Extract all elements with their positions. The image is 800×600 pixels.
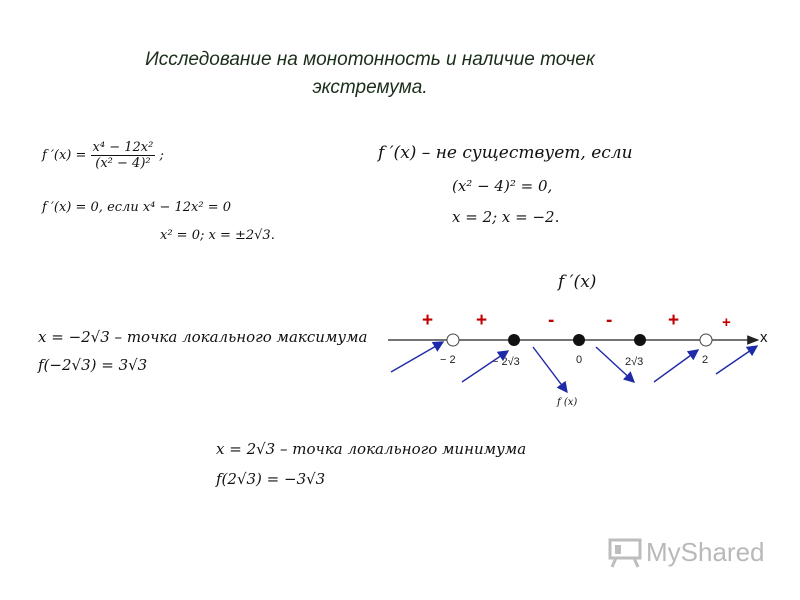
point-minus-2-open [447, 334, 459, 346]
denominator-roots: x = 2; x = −2. [452, 208, 560, 226]
derivative-end: ; [159, 148, 164, 163]
derivative-zero-roots: x² = 0; x = ±2√3. [160, 228, 275, 243]
tick-minus-2: − 2 [440, 354, 456, 366]
sign-minus-1: - [548, 310, 555, 331]
derivative-denominator: (x² − 4)² [95, 156, 151, 171]
sign-plus-4: + [722, 314, 731, 331]
derivative-numerator: x⁴ − 12x² [92, 140, 154, 155]
tick-2-sqrt3: 2√3 [625, 356, 644, 368]
point-2-open [700, 334, 712, 346]
number-line-f-label: f (x) [557, 397, 578, 408]
local-min-value: f(2√3) = −3√3 [216, 470, 326, 488]
tick-2: 2 [702, 354, 709, 366]
title-line-2: экстремума. [312, 77, 428, 98]
watermark-text: MyShared [646, 537, 765, 567]
point-zero [573, 334, 585, 346]
myshared-watermark [608, 537, 765, 568]
increase-arrow-1 [391, 342, 443, 372]
point-minus-2-sqrt3 [508, 334, 520, 346]
decrease-arrow-1 [533, 347, 567, 392]
point-2-sqrt3 [634, 334, 646, 346]
tick-minus-2-sqrt3: − 2√3 [492, 356, 520, 368]
derivative-not-exist: f ′(x) – не существует, если [378, 143, 633, 163]
sign-plus-1: + [422, 310, 434, 331]
local-max-statement: x = −2√3 – точка локального максимума [38, 328, 368, 346]
increase-arrow-2 [462, 351, 508, 382]
increase-arrow-4 [716, 346, 757, 374]
tick-zero: 0 [576, 354, 583, 366]
derivative-lhs: f ′(x) = [42, 148, 87, 163]
derivative-zero-condition: f ′(x) = 0, если x⁴ − 12x² = 0 [42, 200, 232, 215]
local-min-statement: x = 2√3 – точка локального минимума [216, 440, 527, 458]
increase-arrow-3 [654, 350, 698, 382]
decrease-arrow-2 [596, 347, 634, 382]
axis-x-label: x [760, 329, 768, 346]
sign-minus-2: - [606, 310, 613, 331]
number-line-fprime-label: f ′(x) [558, 272, 597, 292]
presentation-board-icon [608, 538, 642, 568]
local-max-value: f(−2√3) = 3√3 [38, 356, 148, 374]
title-line-1: Исследование на монотонность и наличие точек [145, 49, 595, 70]
denominator-zero-condition: (x² − 4)² = 0, [452, 177, 553, 195]
sign-plus-2: + [476, 310, 488, 331]
sign-plus-3: + [668, 310, 680, 331]
